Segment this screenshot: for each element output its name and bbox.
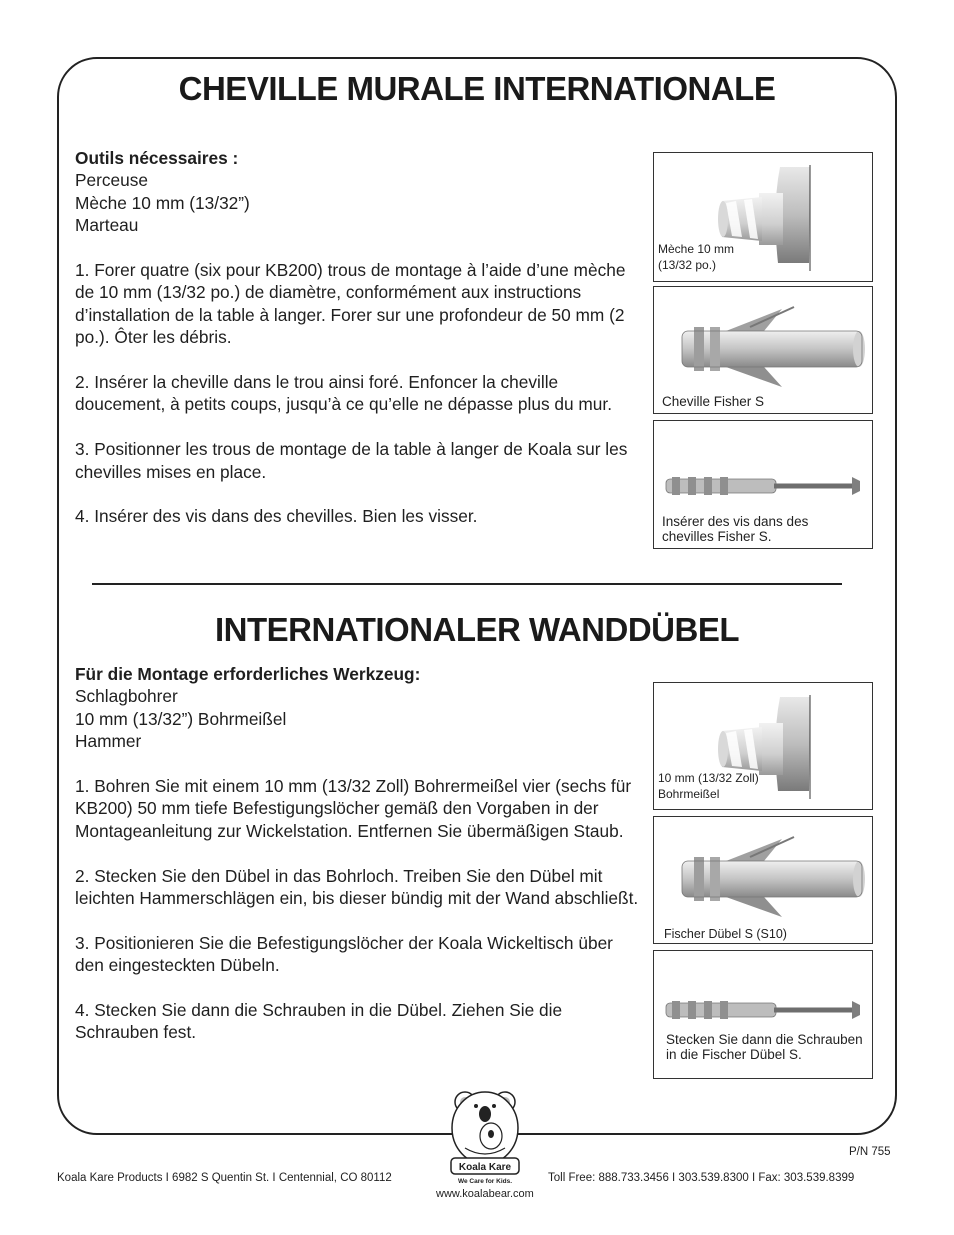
tool-item: Mèche 10 mm (13/32”)	[75, 192, 250, 213]
step-3: 3. Positionner les trous de montage de la table à langer de Koala sur les chevilles mises en place.	[75, 439, 628, 482]
screw-caption: Insérer des vis dans des chevilles Fisher S.	[662, 514, 809, 544]
tool-item: 10 mm (13/32”) Bohrmeißel	[75, 708, 287, 729]
logo-tagline: We Care for Kids.	[457, 1178, 513, 1185]
drill-bit-panel	[653, 152, 873, 282]
french-title: CHEVILLE MURALE INTERNATIONALE	[178, 70, 776, 107]
section-divider	[92, 583, 842, 585]
german-instructions	[75, 663, 640, 1044]
tools-heading: Für die Montage erforderliches Werkzeug:	[75, 664, 421, 684]
step-1: 1. Forer quatre (six pour KB200) trous de montage à l’aide d’une mèche de 10 mm (13/32 po.) de diamètre, conformément aux instructions d’installation de la table à langer. Forer sur une profondeur de 50 mm (2 po.). Ôter les débris.	[75, 260, 626, 348]
logo-wordmark: Koala Kare	[458, 1162, 512, 1173]
step-3: 3. Positionieren Sie die Befestigungslöcher der Koala Wickeltisch über den eingesteckten Dübeln.	[75, 932, 613, 976]
screw-panel-de	[653, 950, 873, 1079]
company-website: www.koalabear.com	[436, 1188, 534, 1200]
koala-kare-logo	[445, 1088, 525, 1188]
anchor-caption: Fischer Dübel S (S10)	[664, 927, 787, 941]
tool-item: Schlagbohrer	[75, 686, 178, 707]
drill-bit-panel-de	[653, 682, 873, 810]
drill-bit-caption: Mèche 10 mm (13/32 po.)	[658, 242, 735, 272]
screw-caption: Stecken Sie dann die Schrauben in die Fischer Dübel S.	[666, 1032, 863, 1062]
step-2: 2. Insérer la cheville dans le trou ainsi foré. Enfoncer la cheville doucement, à petits coups, jusqu’à ce qu’elle ne dépasse plus du mur.	[75, 372, 613, 415]
tools-heading: Outils nécessaires :	[75, 148, 239, 168]
part-number: P/N 755	[849, 1146, 891, 1158]
screw-panel	[653, 420, 873, 549]
step-4: 4. Stecken Sie dann die Schrauben in die Dübel. Ziehen Sie die Schrauben fest.	[75, 1000, 563, 1043]
anchor-panel	[653, 286, 873, 414]
tool-item: Hammer	[75, 731, 142, 752]
company-phones: Toll Free: 888.733.3456 I 303.539.8300 I Fax: 303.539.8399	[548, 1172, 855, 1184]
tool-item: Perceuse	[75, 170, 149, 191]
tool-item: Marteau	[75, 215, 139, 236]
german-title: INTERNATIONALER WANDDÜBEL	[214, 611, 740, 648]
french-instructions	[75, 147, 640, 528]
step-1: 1. Bohren Sie mit einem 10 mm (13/32 Zoll) Bohrermeißel vier (sechs für KB200) 50 mm tiefe Befestigungslöcher gemäß den Vorgaben in der Montageanleitung zur Wickelstation. Entfernen Sie übermäßigen Staub.	[75, 776, 632, 841]
anchor-caption: Cheville Fisher S	[662, 394, 765, 409]
anchor-panel-de	[653, 816, 873, 944]
wall-anchor-illustration	[654, 817, 873, 944]
company-address: Koala Kare Products I 6982 S Quentin St. I Centennial, CO 80112	[57, 1172, 392, 1184]
drill-bit-caption: 10 mm (13/32 Zoll) Bohrmeißel	[658, 771, 759, 801]
step-4: 4. Insérer des vis dans des chevilles. Bien les visser.	[75, 506, 478, 527]
step-2: 2. Stecken Sie den Dübel in das Bohrloch. Treiben Sie den Dübel mit leichten Hammerschlägen ein, bis dieser bündig mit der Wand abschließt.	[75, 865, 639, 909]
